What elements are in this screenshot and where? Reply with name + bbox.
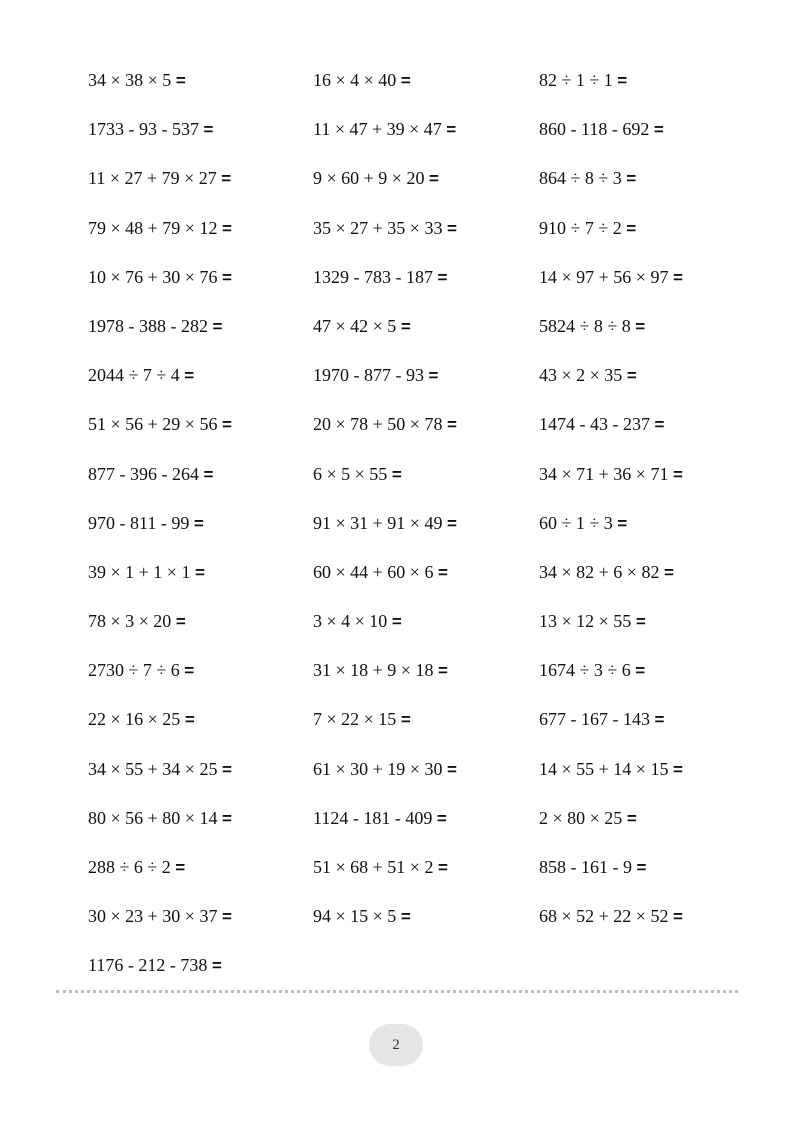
equals-sign: =	[203, 120, 214, 140]
math-problem	[88, 853, 313, 902]
problem-expression: 1474 - 43 - 237	[539, 414, 650, 435]
math-problem	[539, 214, 748, 263]
problem-expression: 20 × 78 + 50 × 78	[313, 414, 443, 435]
problem-expression: 30 × 23 + 30 × 37	[88, 906, 218, 927]
math-problem	[313, 460, 539, 509]
math-problem	[539, 361, 748, 410]
page-number: 2	[392, 1036, 400, 1053]
equals-sign: =	[636, 858, 647, 877]
equals-sign: =	[617, 71, 628, 90]
math-problem	[313, 164, 539, 213]
problem-expression: 61 × 30 + 19 × 30	[313, 758, 443, 779]
problem-expression: 94 × 15 × 5	[313, 906, 397, 927]
math-problem	[539, 607, 748, 656]
problem-expression: 91 × 31 + 91 × 49	[313, 512, 443, 533]
problem-grid	[88, 66, 748, 1001]
math-problem	[88, 558, 313, 607]
problem-expression: 60 ÷ 1 ÷ 3	[539, 512, 613, 533]
problem-expression: 5824 ÷ 8 ÷ 8	[539, 315, 631, 336]
problem-expression: 80 × 56 + 80 × 14	[88, 807, 218, 828]
problem-expression: 10 × 76 + 30 × 76	[88, 266, 218, 287]
equals-sign: =	[221, 415, 232, 435]
problem-expression: 2 × 80 × 25	[539, 807, 623, 828]
problem-expression: 6 × 5 × 55	[313, 463, 388, 484]
equals-sign: =	[400, 710, 411, 730]
math-problem	[539, 263, 748, 312]
math-problem	[88, 804, 313, 853]
equals-sign: =	[175, 71, 186, 90]
problem-expression: 11 × 27 + 79 × 27	[88, 168, 217, 189]
equals-sign: =	[654, 710, 665, 730]
math-problem	[313, 853, 539, 902]
problem-expression: 910 ÷ 7 ÷ 2	[539, 217, 622, 238]
math-problem	[313, 410, 539, 459]
problem-expression: 39 × 1 + 1 × 1	[88, 561, 191, 582]
equals-sign: =	[446, 759, 457, 779]
equals-sign: =	[635, 612, 646, 632]
equals-sign: =	[400, 71, 411, 90]
equals-sign: =	[391, 464, 402, 484]
math-problem	[539, 755, 748, 804]
equals-sign: =	[626, 366, 637, 386]
problem-expression: 51 × 68 + 51 × 2	[313, 857, 434, 877]
math-problem	[88, 509, 313, 558]
math-problem	[88, 410, 313, 459]
math-problem	[88, 607, 313, 656]
math-problem	[313, 804, 539, 853]
equals-sign: =	[672, 464, 683, 484]
equals-sign: =	[221, 759, 232, 779]
equals-sign: =	[436, 808, 447, 828]
math-problem	[313, 607, 539, 656]
math-problem	[88, 656, 313, 705]
problem-expression: 1329 - 783 - 187	[313, 266, 433, 287]
equals-sign: =	[663, 562, 674, 582]
math-problem	[313, 755, 539, 804]
problem-expression: 60 × 44 + 60 × 6	[313, 561, 434, 582]
math-problem	[88, 164, 313, 213]
equals-sign: =	[653, 120, 664, 140]
problem-expression: 864 ÷ 8 ÷ 3	[539, 168, 622, 189]
math-problem	[88, 755, 313, 804]
equals-sign: =	[184, 661, 195, 681]
math-problem	[88, 460, 313, 509]
math-problem	[313, 66, 539, 115]
equals-sign: =	[437, 661, 448, 681]
problem-expression: 288 ÷ 6 ÷ 2	[88, 857, 171, 877]
problem-expression: 7 × 22 × 15	[313, 709, 397, 730]
problem-expression: 9 × 60 + 9 × 20	[313, 168, 425, 189]
math-problem	[313, 509, 539, 558]
equals-sign: =	[175, 612, 186, 632]
problem-expression: 13 × 12 × 55	[539, 611, 632, 632]
problem-expression: 1733 - 93 - 537	[88, 119, 199, 140]
math-problem	[539, 558, 748, 607]
equals-sign: =	[221, 808, 232, 828]
equals-sign: =	[428, 366, 439, 386]
problem-expression: 51 × 56 + 29 × 56	[88, 414, 218, 435]
math-problem	[313, 115, 539, 164]
math-problem	[539, 115, 748, 164]
problem-expression: 677 - 167 - 143	[539, 709, 650, 730]
problem-expression: 34 × 82 + 6 × 82	[539, 561, 660, 582]
equals-sign: =	[626, 169, 637, 189]
problem-expression: 34 × 38 × 5	[88, 70, 172, 90]
equals-sign: =	[626, 808, 637, 828]
equals-sign: =	[654, 415, 665, 435]
problem-expression: 1124 - 181 - 409	[313, 807, 433, 828]
math-problem	[88, 705, 313, 754]
problem-expression: 79 × 48 + 79 × 12	[88, 217, 218, 238]
problem-expression: 877 - 396 - 264	[88, 463, 199, 484]
math-problem	[539, 509, 748, 558]
math-problem	[539, 705, 748, 754]
problem-expression: 11 × 47 + 39 × 47	[313, 119, 442, 140]
math-problem	[313, 902, 539, 951]
math-problem	[88, 115, 313, 164]
problem-expression: 858 - 161 - 9	[539, 857, 632, 877]
equals-sign: =	[672, 907, 683, 927]
problem-expression: 31 × 18 + 9 × 18	[313, 660, 434, 681]
equals-sign: =	[672, 267, 683, 287]
problem-expression: 14 × 55 + 14 × 15	[539, 758, 669, 779]
equals-sign: =	[400, 907, 411, 927]
math-problem	[539, 460, 748, 509]
problem-expression: 2044 ÷ 7 ÷ 4	[88, 365, 180, 386]
equals-sign: =	[221, 169, 232, 189]
problem-expression: 14 × 97 + 56 × 97	[539, 266, 669, 287]
equals-sign: =	[184, 366, 195, 386]
math-problem	[313, 361, 539, 410]
math-problem	[88, 902, 313, 951]
dotted-divider	[56, 990, 738, 993]
problem-expression: 78 × 3 × 20	[88, 611, 172, 632]
math-problem	[88, 214, 313, 263]
problem-expression: 2730 ÷ 7 ÷ 6	[88, 660, 180, 681]
equals-sign: =	[211, 956, 222, 976]
problem-expression: 34 × 55 + 34 × 25	[88, 758, 218, 779]
problem-expression: 3 × 4 × 10	[313, 611, 388, 632]
equals-sign: =	[635, 316, 646, 336]
equals-sign: =	[221, 267, 232, 287]
equals-sign: =	[428, 169, 439, 189]
math-problem	[313, 558, 539, 607]
problem-expression: 1978 - 388 - 282	[88, 315, 208, 336]
math-problem	[539, 656, 748, 705]
page-number-badge	[369, 1024, 423, 1066]
equals-sign: =	[221, 218, 232, 238]
problem-expression: 860 - 118 - 692	[539, 119, 650, 140]
equals-sign: =	[184, 710, 195, 730]
math-problem	[313, 263, 539, 312]
math-problem	[313, 705, 539, 754]
math-problem	[88, 951, 313, 1000]
problem-expression: 16 × 4 × 40	[313, 70, 397, 90]
equals-sign: =	[221, 907, 232, 927]
equals-sign: =	[617, 513, 628, 533]
math-problem	[539, 164, 748, 213]
equals-sign: =	[437, 858, 448, 877]
equals-sign: =	[437, 562, 448, 582]
math-problem	[88, 263, 313, 312]
equals-sign: =	[400, 316, 411, 336]
equals-sign: =	[626, 218, 637, 238]
equals-sign: =	[446, 415, 457, 435]
math-problem	[88, 66, 313, 115]
equals-sign: =	[203, 464, 214, 484]
math-problem	[539, 410, 748, 459]
equals-sign: =	[194, 562, 205, 582]
equals-sign: =	[391, 612, 402, 632]
problem-expression: 1970 - 877 - 93	[313, 365, 424, 386]
problem-expression: 1176 - 212 - 738	[88, 955, 208, 976]
math-problem	[539, 312, 748, 361]
equals-sign: =	[193, 513, 204, 533]
problem-expression: 1674 ÷ 3 ÷ 6	[539, 660, 631, 681]
problem-expression: 35 × 27 + 35 × 33	[313, 217, 443, 238]
math-problem	[539, 804, 748, 853]
problem-expression: 47 × 42 × 5	[313, 315, 397, 336]
math-problem	[539, 853, 748, 902]
math-problem	[313, 656, 539, 705]
equals-sign: =	[437, 267, 448, 287]
math-problem	[88, 312, 313, 361]
problem-expression: 22 × 16 × 25	[88, 709, 181, 730]
equals-sign: =	[175, 858, 186, 877]
equals-sign: =	[212, 316, 223, 336]
math-problem	[539, 66, 748, 115]
problem-expression: 68 × 52 + 22 × 52	[539, 906, 669, 927]
math-problem	[313, 312, 539, 361]
equals-sign: =	[446, 513, 457, 533]
math-problem	[88, 361, 313, 410]
equals-sign: =	[446, 218, 457, 238]
equals-sign: =	[672, 759, 683, 779]
problem-expression: 34 × 71 + 36 × 71	[539, 463, 669, 484]
math-problem	[313, 214, 539, 263]
equals-sign: =	[446, 120, 457, 140]
equals-sign: =	[635, 661, 646, 681]
math-problem	[539, 902, 748, 951]
problem-expression: 43 × 2 × 35	[539, 365, 623, 386]
problem-expression: 82 ÷ 1 ÷ 1	[539, 70, 613, 90]
problem-expression: 970 - 811 - 99	[88, 512, 190, 533]
